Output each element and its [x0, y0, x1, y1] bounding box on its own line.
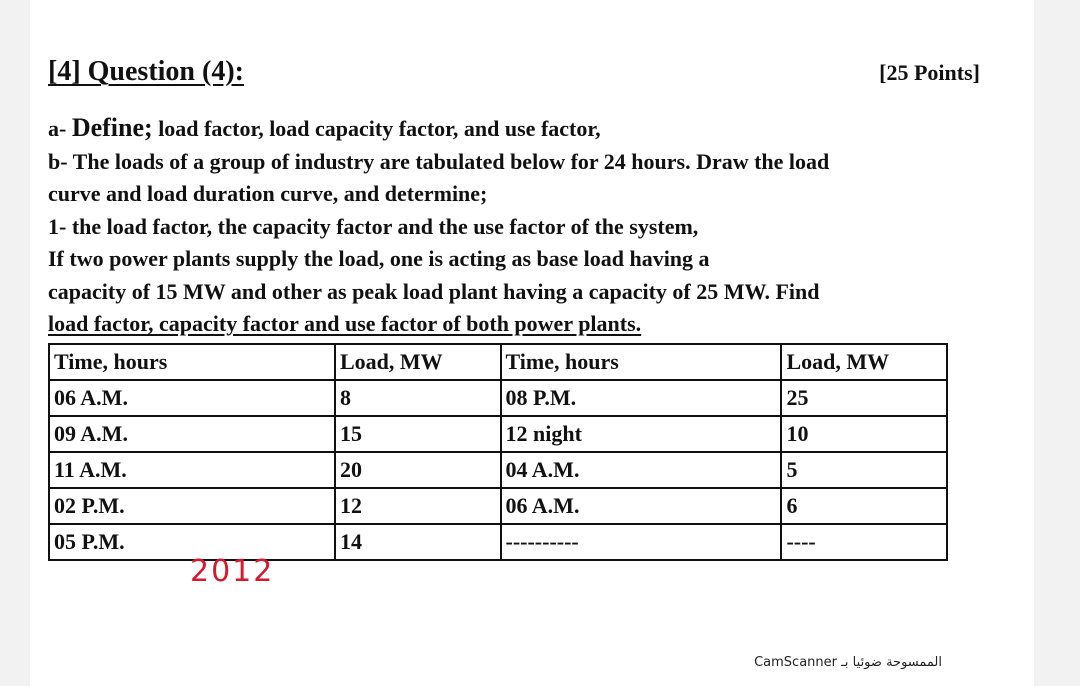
part-b-line-1: b- The loads of a group of industry are tabulated below for 24 hours. Draw the load: [48, 148, 830, 174]
handwritten-year-note: 2012: [190, 554, 275, 589]
paragraph-line-3-text: load factor, capacity factor and use factor of both power plants.: [48, 311, 642, 336]
part-a-line: [48, 112, 1018, 146]
part-a-define-word: Define;: [71, 113, 153, 142]
table-row: [49, 452, 947, 488]
camscanner-watermark: CamScanner الممسوحة ضوئيا بـ: [754, 655, 942, 670]
table-cell: 04 A.M.: [501, 452, 782, 488]
question-points: [25 Points]: [879, 60, 980, 85]
table-cell: 15: [335, 416, 501, 452]
table-cell: 20: [335, 452, 501, 488]
table-cell: 06 A.M.: [501, 488, 782, 524]
table-cell: 25: [781, 380, 947, 416]
paragraph-line-3: [48, 308, 1018, 341]
part-a-prefix: a-: [48, 116, 72, 141]
table-cell: 02 P.M.: [49, 488, 335, 524]
document-page: [30, 0, 1034, 686]
table-row: [49, 524, 947, 560]
question-heading: [48, 56, 988, 92]
table-row: [49, 380, 947, 416]
item-1-line: 1- the load factor, the capacity factor and the use factor of the system,: [48, 213, 699, 239]
header-time-2: Time, hours: [501, 344, 782, 380]
table-cell: 10: [781, 416, 947, 452]
table-cell: 6: [781, 488, 947, 524]
paragraph-line-1: If two power plants supply the load, one is acting as base load having a: [48, 246, 710, 271]
table-cell: 14: [335, 524, 501, 560]
part-a-text: load factor, load capacity factor, and use factor,: [152, 116, 601, 141]
header-load-1: Load, MW: [335, 344, 501, 380]
paragraph-line-2: capacity of 15 MW and other as peak load plant having a capacity of 25 MW. Find: [48, 278, 820, 304]
table-row: [49, 416, 947, 452]
table-cell: 11 A.M.: [49, 452, 335, 488]
load-table: [48, 343, 948, 561]
part-b-line-2: curve and load duration curve, and determine;: [48, 181, 488, 206]
table-header-row: [49, 344, 947, 380]
header-load-2: Load, MW: [781, 344, 947, 380]
header-time-1: Time, hours: [49, 344, 335, 380]
table-cell: 08 P.M.: [501, 380, 782, 416]
table-row: [49, 488, 947, 524]
table-cell: 09 A.M.: [49, 416, 335, 452]
table-cell: 05 P.M.: [49, 524, 335, 560]
table-cell: 8: [335, 380, 501, 416]
table-cell: ----: [781, 524, 947, 560]
question-body: [48, 112, 1018, 341]
question-title: [4] Question (4):: [48, 56, 244, 87]
table-cell: 12: [335, 488, 501, 524]
table-cell: 06 A.M.: [49, 380, 335, 416]
table-cell: 12 night: [501, 416, 782, 452]
table-cell: 5: [781, 452, 947, 488]
table-cell: ----------: [501, 524, 782, 560]
